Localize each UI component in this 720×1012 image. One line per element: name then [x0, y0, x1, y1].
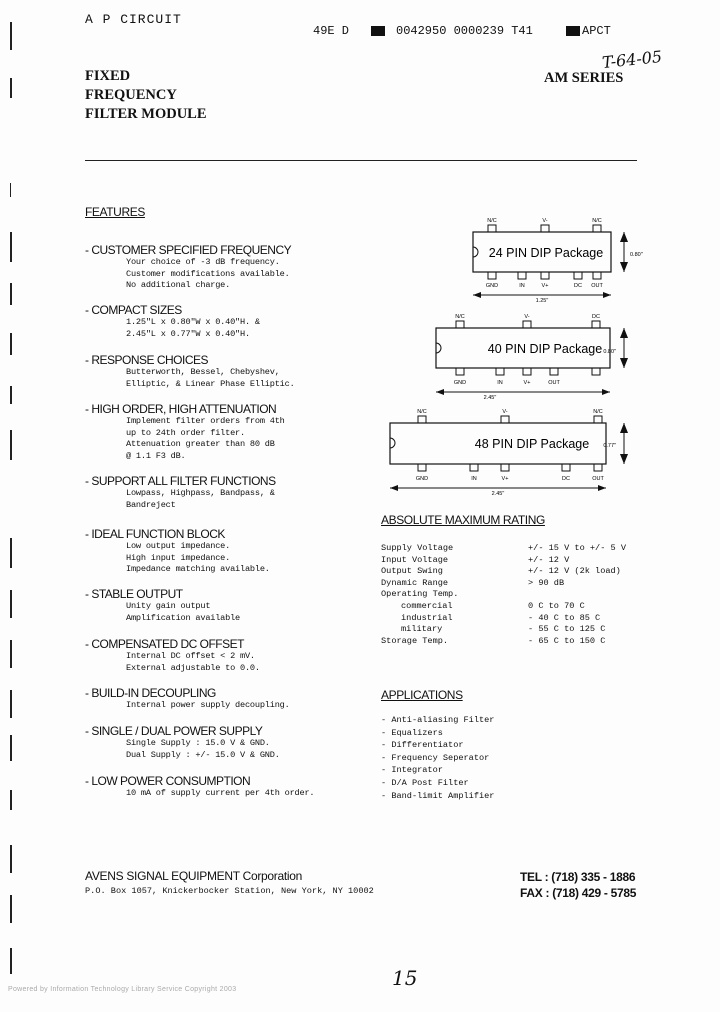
- package-40-top-pin-3: DC: [592, 314, 600, 320]
- rating-value: 0 C to 70 C: [528, 600, 585, 611]
- package-48-bottom-pin-4: DC: [562, 476, 570, 482]
- rating-row: [381, 601, 626, 613]
- rating-parameter: industrial: [401, 612, 453, 623]
- package-24-length: 1.25": [535, 298, 549, 304]
- header-rule: [85, 160, 637, 161]
- feature-title: - SUPPORT ALL FILTER FUNCTIONS: [85, 474, 276, 488]
- feature-detail-line: Customer modifications available.: [126, 268, 290, 279]
- feature-detail-line: External adjustable to 0.0.: [126, 662, 260, 673]
- package-48-bottom-pin-2: IN: [471, 476, 477, 482]
- package-24-height: 0.80": [630, 252, 643, 258]
- feature-detail-line: 1.25"L x 0.80"W x 0.40"H. &: [126, 317, 260, 327]
- feature-detail-line: Internal power supply decoupling.: [126, 700, 290, 710]
- feature-item: [85, 303, 260, 340]
- library-credit: Powered by Information Technology Library Service Copyright 2003: [8, 986, 237, 993]
- package-48-bottom-pin-3: V+: [501, 476, 509, 482]
- rating-parameter: Operating Temp.: [381, 589, 459, 600]
- feature-title: - LOW POWER CONSUMPTION: [85, 774, 251, 788]
- package-48-top-pin-2: V-: [502, 409, 508, 415]
- rating-parameter: military: [401, 624, 443, 635]
- feature-item: [85, 474, 276, 511]
- package-24-bottom-pin-2: IN: [519, 283, 525, 289]
- package-48pin: [390, 409, 628, 497]
- page-number: 15: [392, 966, 418, 990]
- rating-value: +/- 15 V to +/- 5 V: [528, 543, 626, 553]
- feature-detail-line: Dual Supply : +/- 15.0 V & GND.: [126, 749, 280, 760]
- applications-heading: APPLICATIONS: [381, 688, 463, 702]
- application-item: - D/A Post Filter: [381, 777, 469, 788]
- feature-detail-line: Lowpass, Highpass, Bandpass, &: [126, 488, 275, 498]
- package-24-top-pin-3: N/C: [592, 218, 602, 224]
- feature-title: - SINGLE / DUAL POWER SUPPLY: [85, 724, 263, 738]
- feature-item: [85, 402, 285, 462]
- feature-detail-line: 2.45"L x 0.77"W x 0.40"H.: [126, 328, 250, 339]
- package-40-label: 40 PIN DIP Package: [487, 342, 603, 356]
- package-48-height: 0.77": [603, 443, 616, 449]
- application-item: - Equalizers: [381, 727, 443, 738]
- feature-title: - HIGH ORDER, HIGH ATTENUATION: [85, 402, 277, 416]
- package-48-bottom-pin-5: OUT: [592, 476, 604, 482]
- package-24-bottom-pin-4: DC: [574, 283, 582, 289]
- application-item: - Frequency Seperator: [381, 752, 490, 763]
- package-40-bottom-pin-3: V+: [523, 380, 531, 386]
- package-24-top-pin-1: N/C: [487, 218, 497, 224]
- feature-detail-line: Impedance matching available.: [126, 564, 270, 575]
- feature-detail-line: No additional charge.: [126, 280, 231, 291]
- rating-value: > 90 dB: [528, 577, 565, 588]
- feature-detail-line: Internal DC offset < 2 mV.: [126, 651, 255, 661]
- package-48-bottom-pin-1: GND: [415, 476, 429, 482]
- rating-row: [381, 566, 626, 578]
- feature-item: [85, 353, 295, 390]
- rating-parameter: Supply Voltage: [381, 543, 454, 553]
- package-48-label: 48 PIN DIP Package: [474, 437, 590, 451]
- feature-detail-line: Unity gain output: [126, 601, 211, 611]
- feature-detail-line: up to 24th order filter.: [126, 427, 245, 438]
- package-24-bottom-pin-5: OUT: [591, 283, 603, 289]
- title-block: [85, 67, 207, 124]
- rating-row: [381, 613, 626, 625]
- package-40-top-pin-1: N/C: [455, 314, 465, 320]
- application-item: - Integrator: [381, 765, 443, 776]
- features-heading: FEATURES: [85, 205, 145, 219]
- package-40-top-pin-2: V-: [524, 314, 530, 320]
- rating-parameter: Dynamic Range: [381, 577, 449, 588]
- feature-item: [85, 587, 240, 624]
- feature-detail-line: @ 1.1 F3 dB.: [126, 450, 186, 461]
- title-line-3: FILTER MODULE: [85, 106, 207, 122]
- package-48-top-pin-1: N/C: [417, 409, 427, 415]
- application-item: - Anti-aliasing Filter: [381, 715, 495, 725]
- rating-value: - 40 C to 85 C: [528, 612, 601, 623]
- package-24-top-pin-2: V-: [542, 218, 548, 224]
- feature-detail-line: Low output impedance.: [126, 541, 231, 551]
- rating-value: - 55 C to 125 C: [528, 624, 606, 635]
- feature-item: [85, 637, 260, 674]
- package-40pin: [436, 314, 628, 401]
- package-40-bottom-pin-4: OUT: [548, 380, 560, 386]
- header-code-mid: 0042950 0000239 T41: [396, 24, 533, 38]
- feature-detail-line: 10 mA of supply current per 4th order.: [126, 788, 315, 798]
- rating-value: +/- 12 V (2k load): [528, 566, 621, 577]
- rating-row: [381, 543, 626, 555]
- feature-detail-line: Bandreject: [126, 499, 176, 510]
- package-48-top-pin-3: N/C: [593, 409, 603, 415]
- package-diagrams: [378, 210, 643, 500]
- rating-row: [381, 624, 626, 636]
- rating-value: +/- 12 V: [528, 554, 570, 565]
- package-40-bottom-pin-1: GND: [453, 380, 467, 386]
- fax: FAX : (718) 429 - 5785: [520, 886, 637, 900]
- application-item: - Differentiator: [381, 740, 464, 751]
- header-block-1: [371, 26, 385, 36]
- package-48-length: 2.45": [491, 491, 505, 497]
- application-item: - Band-limit Amplifier: [381, 790, 495, 801]
- package-24-bottom-pin-3: V+: [541, 283, 549, 289]
- feature-detail-line: Attenuation greater than 80 dB: [126, 439, 275, 450]
- rating-parameter: commercial: [401, 600, 453, 611]
- feature-title: - COMPENSATED DC OFFSET: [85, 637, 244, 651]
- feature-title: - CUSTOMER SPECIFIED FREQUENCY: [85, 243, 292, 257]
- feature-detail-line: Your choice of -3 dB frequency.: [126, 257, 280, 267]
- feature-item: [85, 527, 270, 576]
- package-40-length: 2.45": [483, 395, 497, 401]
- feature-title: - BUILD-IN DECOUPLING: [85, 686, 216, 700]
- header-code-left: 49E D: [313, 24, 350, 38]
- feature-detail-line: Butterworth, Bessel, Chebyshev,: [126, 367, 280, 377]
- package-24pin: [473, 218, 643, 304]
- feature-title: - RESPONSE CHOICES: [85, 353, 209, 367]
- rating-heading: ABSOLUTE MAXIMUM RATING: [381, 513, 545, 527]
- handwritten-note: T-64-05: [601, 46, 663, 73]
- feature-detail-line: High input impedance.: [126, 552, 231, 563]
- rating-parameter: Output Swing: [381, 566, 443, 577]
- feature-title: - IDEAL FUNCTION BLOCK: [85, 527, 225, 541]
- package-24-label: 24 PIN DIP Package: [488, 246, 604, 260]
- header-block-2: [566, 26, 580, 36]
- rating-row: [381, 578, 626, 590]
- feature-title: - STABLE OUTPUT: [85, 587, 183, 601]
- feature-item: [85, 774, 314, 800]
- feature-item: [85, 724, 280, 761]
- company-name: AVENS SIGNAL EQUIPMENT Corporation: [85, 869, 302, 883]
- telephone: TEL : (718) 335 - 1886: [520, 870, 636, 884]
- package-40-height: 0.80": [603, 349, 616, 355]
- rating-row: [381, 636, 626, 648]
- rating-value: [528, 589, 626, 601]
- feature-item: [85, 686, 290, 712]
- title-line-1: FIXED: [85, 68, 131, 84]
- feature-title: - COMPACT SIZES: [85, 303, 182, 317]
- rating-row: [381, 555, 626, 567]
- rating-parameter: Input Voltage: [381, 554, 449, 565]
- feature-detail-line: Amplification available: [126, 612, 241, 623]
- applications-list: [381, 714, 494, 802]
- series-label: AM SERIES: [544, 70, 624, 86]
- rating-table: [381, 543, 626, 647]
- company-address: P.O. Box 1057, Knickerbocker Station, New York, NY 10002: [85, 886, 374, 896]
- feature-item: [85, 243, 291, 292]
- header-company-code: A P CIRCUIT: [85, 12, 182, 27]
- rating-row: [381, 589, 626, 601]
- rating-value: - 65 C to 150 C: [528, 635, 606, 646]
- package-24-bottom-pin-1: GND: [485, 283, 499, 289]
- header-code-right: APCT: [582, 24, 611, 38]
- rating-parameter: Storage Temp.: [381, 635, 449, 646]
- feature-detail-line: Implement filter orders from 4th: [126, 416, 285, 426]
- feature-detail-line: Single Supply : 15.0 V & GND.: [126, 738, 270, 748]
- feature-detail-line: Elliptic, & Linear Phase Elliptic.: [126, 378, 295, 389]
- title-line-2: FREQUENCY: [85, 87, 177, 103]
- package-40-bottom-pin-2: IN: [497, 380, 503, 386]
